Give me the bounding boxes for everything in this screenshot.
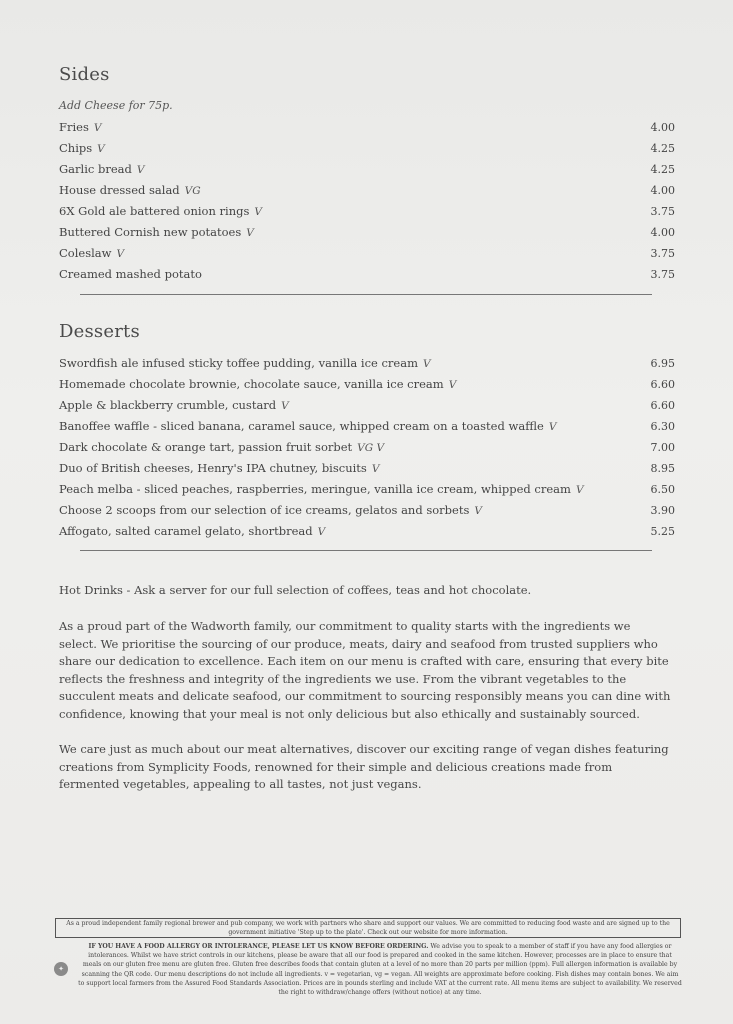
- item-label: [59, 353, 431, 375]
- item-price: 4.00: [650, 226, 675, 239]
- item-price: 4.00: [650, 184, 675, 197]
- menu-item: [59, 264, 675, 285]
- item-name: Peach melba - sliced peaches, raspberries, meringue, vanilla ice cream, whipped cream: [59, 482, 571, 496]
- item-price: 6.60: [650, 378, 675, 391]
- item-price: 4.00: [650, 121, 675, 134]
- diet-badge: V: [448, 379, 457, 391]
- item-name: Dark chocolate & orange tart, passion fruit sorbet: [59, 440, 353, 454]
- diet-badge: V: [136, 164, 145, 176]
- item-label: [59, 458, 379, 480]
- diet-badge: V: [548, 421, 557, 433]
- menu-item: [59, 395, 675, 416]
- menu-item: [59, 117, 675, 138]
- item-name: Fries: [59, 120, 89, 134]
- menu-item: [59, 201, 675, 222]
- diet-badge: VG V: [357, 442, 385, 454]
- item-label: [59, 500, 482, 522]
- item-price: 8.95: [650, 462, 675, 475]
- item-label: [59, 416, 556, 438]
- item-name: Chips: [59, 141, 93, 155]
- item-name: Banoffee waffle - sliced banana, caramel sauce, whipped cream on a toasted waffle: [59, 419, 544, 433]
- item-price: 6.95: [650, 357, 675, 370]
- item-label: [59, 521, 325, 543]
- item-label: [59, 159, 144, 181]
- menu-item: [59, 180, 675, 201]
- item-label: [59, 374, 456, 396]
- item-name: Creamed mashed potato: [59, 267, 202, 281]
- diet-badge: V: [474, 505, 482, 517]
- item-label: [59, 201, 262, 223]
- item-label: [59, 243, 124, 265]
- sides-list: [59, 117, 675, 285]
- item-name: Apple & blackberry crumble, custard: [59, 398, 277, 412]
- desserts-title: Desserts: [59, 321, 140, 342]
- menu-item: [59, 353, 675, 374]
- diet-badge: V: [93, 122, 102, 134]
- diet-badge: V: [575, 484, 584, 496]
- menu-item: [59, 458, 675, 479]
- allergy-heading: IF YOU HAVE A FOOD ALLERGY OR INTOLERANCE, PLEASE LET US KNOW BEFORE ORDERING.: [88, 943, 429, 950]
- item-price: 6.30: [650, 420, 675, 433]
- item-name: Choose 2 scoops from our selection of ice creams, gelatos and sorbets: [59, 503, 470, 517]
- item-label: [59, 117, 101, 139]
- hot-drinks-note: Hot Drinks - Ask a server for our full selection of coffees, teas and hot chocolate.: [59, 583, 532, 597]
- menu-item: [59, 222, 675, 243]
- desserts-list: [59, 353, 675, 542]
- menu-item: [59, 521, 675, 542]
- menu-item: [59, 138, 675, 159]
- item-price: 4.25: [650, 142, 675, 155]
- menu-item: [59, 437, 675, 458]
- sides-note: Add Cheese for 75p.: [59, 99, 173, 112]
- divider: [80, 294, 652, 295]
- item-name: House dressed salad: [59, 183, 180, 197]
- diet-badge: V: [371, 463, 380, 475]
- allergy-text: We advise you to speak to a member of staff if you have any food allergies or intolerances. Whilst we have strict controls in our kitchens, please be aware that all our food is prepared and cooked in the same kitchen. However, processes are in place to ensure that meals on our gluten free menu are gluten free. Gluten free describes foods that contain gluten at a level of no more than 20 parts per million (ppm). Full allergen information is available by scanning the QR code. Our menu descriptions do not include all ingredients. v = vegetarian, vg = vegan. All weights are approximate before cooking. Fish dishes may contain bones. We aim to support local farmers from the Assured Food Standards Association. Prices are in pounds sterling and include VAT at the current rate. All menu items are subject to availability. We reserved the right to withdraw/change offers (without notice) at any time.: [78, 943, 682, 997]
- item-price: 3.90: [650, 504, 675, 517]
- item-name: Swordfish ale infused sticky toffee pudding, vanilla ice cream: [59, 356, 418, 370]
- sustainability-box: As a proud independent family regional brewer and pub company, we work with partners who share and support our values. We are committed to reducing food waste and are signed up to the government initiative 'Step up to the plate'. Check out our website for more information.: [55, 918, 681, 938]
- item-name: Coleslaw: [59, 246, 112, 260]
- item-label: [59, 222, 254, 244]
- item-price: 4.25: [650, 163, 675, 176]
- item-label: [59, 395, 289, 417]
- item-price: 5.25: [650, 525, 675, 538]
- menu-item: [59, 374, 675, 395]
- diet-badge: V: [423, 358, 431, 370]
- item-price: 3.75: [650, 247, 675, 260]
- menu-item: [59, 500, 675, 521]
- menu-item: [59, 243, 675, 264]
- item-price: 3.75: [650, 205, 675, 218]
- sides-title: Sides: [59, 64, 110, 85]
- diet-badge: V: [317, 526, 326, 538]
- item-name: 6X Gold ale battered onion rings: [59, 204, 250, 218]
- item-label: [59, 264, 207, 286]
- item-price: 7.00: [650, 441, 675, 454]
- about-paragraph: As a proud part of the Wadworth family, our commitment to quality starts with the ingredients we select. We prioritise the sourcing of our produce, meats, dairy and seafood from trusted suppliers who share our dedication to excellence. Each item on our menu is crafted with care, ensuring that every bite reflects the freshness and integrity of the ingredients we use. From the vibrant vegetables to the succulent meats and delicate seafood, our commitment to sourcing responsibly means you can dine with confidence, knowing that your meal is not only delicious but also ethically and sustainably sourced.: [59, 619, 671, 721]
- vegan-paragraph: We care just as much about our meat alternatives, discover our exciting range of vegan dishes featuring creations from Symplicity Foods, renowned for their simple and delicious creations made from fermented vegetables, appealing to all tastes, not just vegans.: [59, 742, 669, 792]
- diet-badge: V: [116, 248, 125, 260]
- allergy-notice: [78, 942, 682, 1004]
- item-name: Affogato, salted caramel gelato, shortbread: [59, 524, 313, 538]
- menu-item: [59, 479, 675, 500]
- item-label: [59, 437, 384, 459]
- menu-item: [59, 416, 675, 437]
- diet-badge: V: [254, 206, 262, 218]
- item-price: 6.60: [650, 399, 675, 412]
- menu-item: [59, 159, 675, 180]
- diet-badge: V: [97, 143, 105, 155]
- item-label: [59, 180, 201, 202]
- brand-logo-icon: ✦: [54, 962, 68, 976]
- item-price: 3.75: [650, 268, 675, 281]
- item-label: [59, 138, 105, 160]
- diet-badge: V: [281, 400, 289, 412]
- divider: [80, 550, 652, 551]
- item-name: Buttered Cornish new potatoes: [59, 225, 242, 239]
- item-price: 6.50: [650, 483, 675, 496]
- item-name: Homemade chocolate brownie, chocolate sauce, vanilla ice cream: [59, 377, 444, 391]
- item-name: Duo of British cheeses, Henry's IPA chutney, biscuits: [59, 461, 367, 475]
- diet-badge: VG: [184, 185, 201, 197]
- item-name: Garlic bread: [59, 162, 132, 176]
- item-label: [59, 479, 584, 501]
- diet-badge: V: [246, 227, 254, 239]
